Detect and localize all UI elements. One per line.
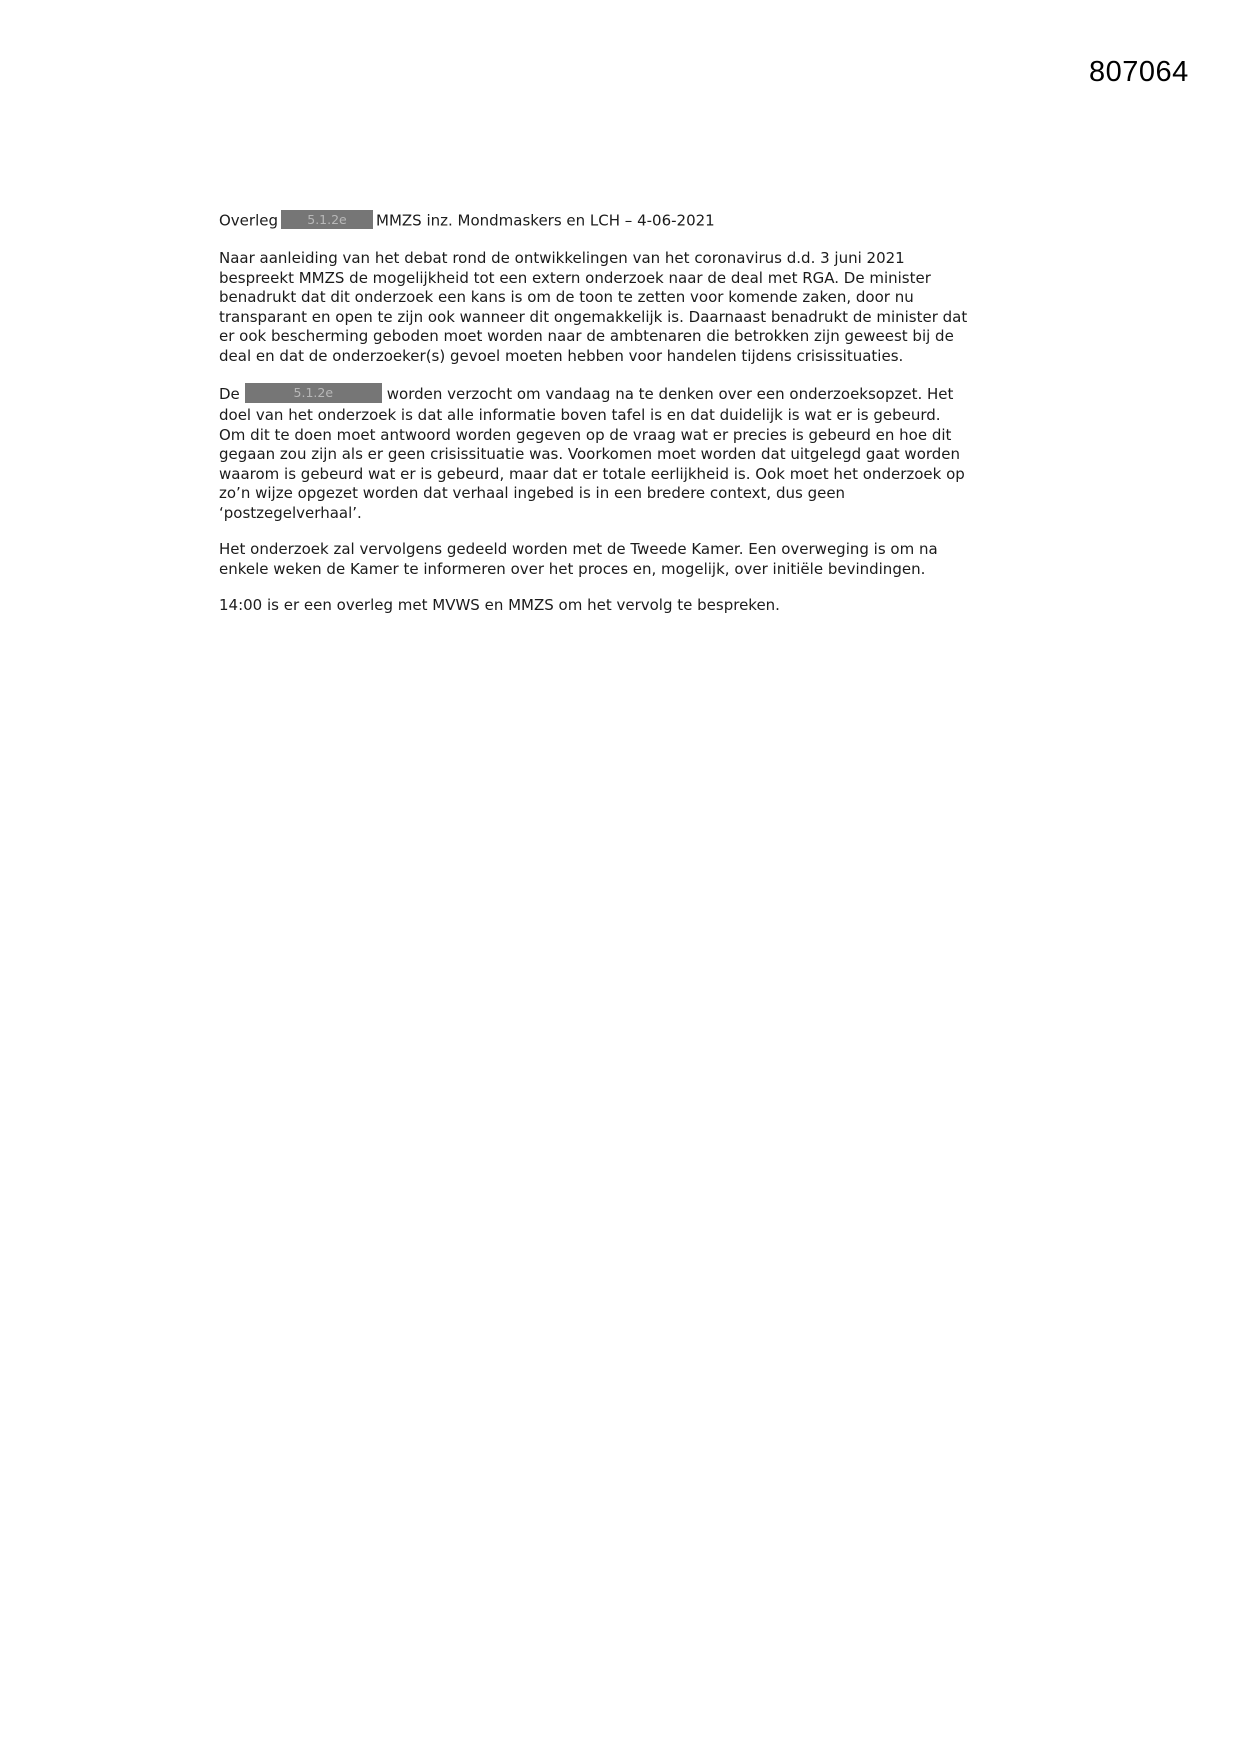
p2-text-before-redaction: De [219, 385, 240, 403]
paragraph-overleg-1400: 14:00 is er een overleg met MVWS en MMZS om het vervolg te bespreken. [219, 596, 780, 614]
paragraph-debat-coronavirus: Naar aanleiding van het debat rond de ontwikkelingen van het coronavirus d.d. 3 juni 2021 bespreekt MMZS de mogelijkheid tot een extern onderzoek naar de deal met RGA. De minister benadrukt dat dit onderzoek een kans is om de toon te zetten voor komende zaken, door nu transparant en open te zijn ook wanneer dit ongemakkelijk is. Daarnaast benadrukt de minister dat er ook bescherming geboden moet worden naar de ambtenaren die betrokken zijn geweest bij de deal en dat de onderzoeker(s) gevoel moeten hebben voor handelen tijdens crisissituaties. [219, 249, 968, 365]
p2-text-after-redaction: worden verzocht om vandaag na te denken over een onderzoeksopzet. Het doel van het onderzoek is dat alle informatie boven tafel is en dat duidelijk is wat er is gebeurd. Om dit te doen moet antwoord worden gegeven op de vraag wat er precies is gebeurd en hoe dit gegaan zou zijn als er geen crisissituatie was. Voorkomen moet worden dat uitgelegd gaat worden waarom is gebeurd wat er is gebeurd, maar dat er totale eerlijkheid is. Ook moet het onderzoek op zo’n wijze opgezet worden dat verhaal ingebed is in een bredere context, dus geen ‘postzegelverhaal’. [219, 385, 965, 522]
document-number: 807064 [1089, 56, 1189, 88]
paragraph-onderzoeksopzet [219, 383, 969, 523]
title-text-after-redaction: MMZS inz. Mondmaskers en LCH – 4-06-2021 [376, 211, 715, 230]
redaction-box: 5.1.2e [245, 383, 382, 403]
document-body [219, 210, 969, 633]
title-text-before-redaction: Overleg [219, 211, 278, 230]
redaction-box: 5.1.2e [281, 210, 373, 229]
meeting-title [219, 210, 969, 232]
paragraph-tweede-kamer: Het onderzoek zal vervolgens gedeeld worden met de Tweede Kamer. Een overweging is om na enkele weken de Kamer te informeren over het proces en, mogelijk, over initiële bevindingen. [219, 540, 938, 578]
